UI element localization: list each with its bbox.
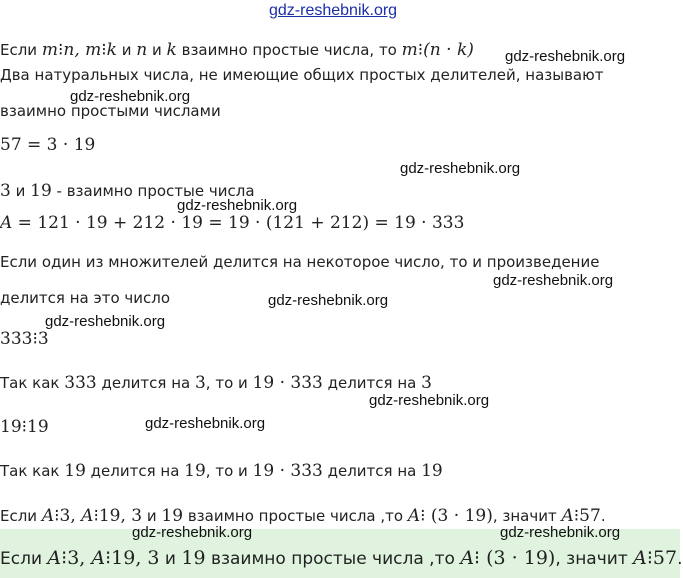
watermark: gdz-reshebnik.org — [400, 160, 521, 177]
watermark: gdz-reshebnik.org — [369, 392, 490, 409]
equation-57: 57 = 3 · 19 — [0, 135, 96, 155]
watermark: gdz-reshebnik.org — [70, 88, 191, 105]
text-coprime: 3 и 19 - взаимно простые числа — [0, 181, 255, 201]
text-line-12: Так как 19 делится на 19, то и 19 · 333 делится на 19 — [0, 461, 443, 481]
watermark: gdz-reshebnik.org — [45, 313, 166, 330]
text-line-2: Два натуральных числа, не имеющие общих простых делителей, называют — [0, 66, 604, 84]
watermark: gdz-reshebnik.org — [145, 415, 266, 432]
watermark: gdz-reshebnik.org — [500, 524, 621, 541]
equation-19-div-19: 19⁝19 — [0, 417, 49, 437]
text-line-3: взаимно простыми числами — [0, 102, 221, 120]
watermark: gdz-reshebnik.org — [132, 524, 253, 541]
text-line-10: Так как 333 делится на 3, то и 19 · 333 делится на 3 — [0, 373, 432, 393]
text-line-7: Если один из множителей делится на некоторое число, то и произведение — [0, 253, 600, 271]
text-line-1: Если m⁝n, m⁝k и n и k взаимно простые числа, то m⁝(n · k) — [0, 40, 474, 60]
watermark: gdz-reshebnik.org — [493, 272, 614, 289]
text-line-8: делится на это число — [0, 289, 171, 307]
watermark: gdz-reshebnik.org — [268, 292, 389, 309]
watermark-top-link[interactable]: gdz-reshebnik.org — [269, 2, 398, 19]
equation-333-div-3: 333⁝3 — [0, 329, 49, 349]
equation-A: A = 121 · 19 + 212 · 19 = 19 · (121 + 212) = 19 · 333 — [0, 213, 465, 233]
watermark: gdz-reshebnik.org — [177, 197, 298, 214]
watermark: gdz-reshebnik.org — [505, 48, 626, 65]
text-conclusion: Если A⁝3, A⁝19, 3 и 19 взаимно простые числа ,то A⁝ (3 · 19), значит A⁝57. — [0, 506, 606, 526]
answer-line: Если A⁝3, A⁝19, 3 и 19 взаимно простые числа ,то A⁝ (3 · 19), значит A⁝57. — [0, 547, 683, 569]
